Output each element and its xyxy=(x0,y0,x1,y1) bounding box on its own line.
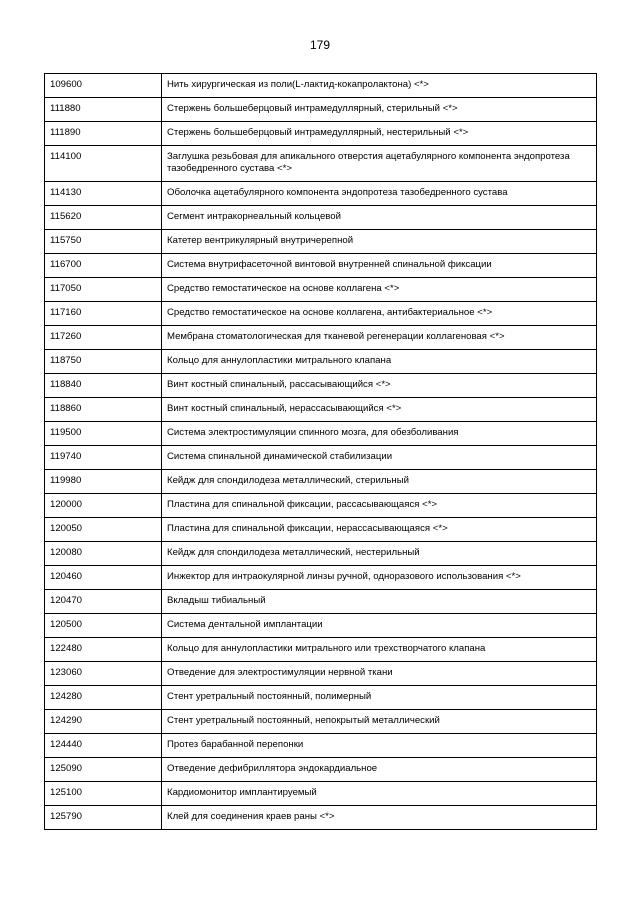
table-row xyxy=(45,230,597,254)
table-row xyxy=(45,350,597,374)
code-cell: 123060 xyxy=(45,662,162,686)
code-cell: 120000 xyxy=(45,494,162,518)
table-row xyxy=(45,614,597,638)
code-cell: 120080 xyxy=(45,542,162,566)
code-cell: 115750 xyxy=(45,230,162,254)
code-cell: 125100 xyxy=(45,782,162,806)
name-cell: Кольцо для аннулопластики митрального клапана xyxy=(162,350,597,374)
table-row xyxy=(45,470,597,494)
name-cell: Мембрана стоматологическая для тканевой регенерации коллагеновая <*> xyxy=(162,326,597,350)
code-cell: 120470 xyxy=(45,590,162,614)
code-cell: 120460 xyxy=(45,566,162,590)
name-cell: Средство гемостатическое на основе коллагена, антибактериальное <*> xyxy=(162,302,597,326)
name-cell: Кольцо для аннулопластики митрального или трехстворчатого клапана xyxy=(162,638,597,662)
code-cell: 111890 xyxy=(45,122,162,146)
table-row xyxy=(45,374,597,398)
name-cell: Пластина для спинальной фиксации, рассасывающаяся <*> xyxy=(162,494,597,518)
table-row xyxy=(45,518,597,542)
code-cell: 118840 xyxy=(45,374,162,398)
name-cell: Протез барабанной перепонки xyxy=(162,734,597,758)
name-cell: Система спинальной динамической стабилизации xyxy=(162,446,597,470)
code-cell: 111880 xyxy=(45,98,162,122)
table-row xyxy=(45,446,597,470)
table-row xyxy=(45,710,597,734)
table-row xyxy=(45,686,597,710)
table-row xyxy=(45,662,597,686)
code-cell: 120050 xyxy=(45,518,162,542)
device-table xyxy=(44,73,597,830)
table-row xyxy=(45,758,597,782)
code-cell: 122480 xyxy=(45,638,162,662)
name-cell: Стент уретральный постоянный, полимерный xyxy=(162,686,597,710)
name-cell: Вкладыш тибиальный xyxy=(162,590,597,614)
name-cell: Нить хирургическая из поли(L-лактид-кокапролактона) <*> xyxy=(162,74,597,98)
name-cell: Система дентальной имплантации xyxy=(162,614,597,638)
name-cell: Катетер вентрикулярный внутричерепной xyxy=(162,230,597,254)
table-row xyxy=(45,734,597,758)
code-cell: 124280 xyxy=(45,686,162,710)
name-cell: Система электростимуляции спинного мозга, для обезболивания xyxy=(162,422,597,446)
code-cell: 114130 xyxy=(45,182,162,206)
table-row xyxy=(45,206,597,230)
name-cell: Оболочка ацетабулярного компонента эндопротеза тазобедренного сустава xyxy=(162,182,597,206)
code-cell: 125790 xyxy=(45,806,162,830)
table-row xyxy=(45,494,597,518)
code-cell: 115620 xyxy=(45,206,162,230)
name-cell: Винт костный спинальный, рассасывающийся <*> xyxy=(162,374,597,398)
code-cell: 120500 xyxy=(45,614,162,638)
table-row xyxy=(45,638,597,662)
table-row xyxy=(45,182,597,206)
code-cell: 119980 xyxy=(45,470,162,494)
code-cell: 117260 xyxy=(45,326,162,350)
name-cell: Заглушка резьбовая для апикального отверстия ацетабулярного компонента эндопротеза тазобедренного сустава <*> xyxy=(162,146,597,182)
table-row xyxy=(45,590,597,614)
name-cell: Стержень большеберцовый интрамедуллярный, нестерильный <*> xyxy=(162,122,597,146)
name-cell: Стент уретральный постоянный, непокрытый металлический xyxy=(162,710,597,734)
code-cell: 117050 xyxy=(45,278,162,302)
name-cell: Стержень большеберцовый интрамедуллярный, стерильный <*> xyxy=(162,98,597,122)
page-number: 179 xyxy=(309,38,331,52)
table-row xyxy=(45,254,597,278)
name-cell: Кейдж для спондилодеза металлический, стерильный xyxy=(162,470,597,494)
table-row xyxy=(45,278,597,302)
code-cell: 124440 xyxy=(45,734,162,758)
code-cell: 118750 xyxy=(45,350,162,374)
code-cell: 125090 xyxy=(45,758,162,782)
table-row xyxy=(45,542,597,566)
device-table-body xyxy=(45,74,597,830)
code-cell: 119740 xyxy=(45,446,162,470)
name-cell: Клей для соединения краев раны <*> xyxy=(162,806,597,830)
table-row xyxy=(45,74,597,98)
name-cell: Отведение дефибриллятора эндокардиальное xyxy=(162,758,597,782)
table-row xyxy=(45,422,597,446)
name-cell: Система внутрифасеточной винтовой внутренней спинальной фиксации xyxy=(162,254,597,278)
table-row xyxy=(45,326,597,350)
table-row xyxy=(45,566,597,590)
name-cell: Винт костный спинальный, нерассасывающийся <*> xyxy=(162,398,597,422)
table-row xyxy=(45,302,597,326)
code-cell: 118860 xyxy=(45,398,162,422)
name-cell: Пластина для спинальной фиксации, нерассасывающаяся <*> xyxy=(162,518,597,542)
table-row xyxy=(45,398,597,422)
table-row xyxy=(45,146,597,182)
name-cell: Кардиомонитор имплантируемый xyxy=(162,782,597,806)
code-cell: 124290 xyxy=(45,710,162,734)
name-cell: Отведение для электростимуляции нервной ткани xyxy=(162,662,597,686)
table-row xyxy=(45,122,597,146)
name-cell: Кейдж для спондилодеза металлический, нестерильный xyxy=(162,542,597,566)
table-row xyxy=(45,806,597,830)
code-cell: 116700 xyxy=(45,254,162,278)
table-row xyxy=(45,782,597,806)
table-row xyxy=(45,98,597,122)
name-cell: Сегмент интракорнеальный кольцевой xyxy=(162,206,597,230)
code-cell: 114100 xyxy=(45,146,162,182)
code-cell: 109600 xyxy=(45,74,162,98)
name-cell: Средство гемостатическое на основе коллагена <*> xyxy=(162,278,597,302)
code-cell: 117160 xyxy=(45,302,162,326)
code-cell: 119500 xyxy=(45,422,162,446)
name-cell: Инжектор для интраокулярной линзы ручной, одноразового использования <*> xyxy=(162,566,597,590)
